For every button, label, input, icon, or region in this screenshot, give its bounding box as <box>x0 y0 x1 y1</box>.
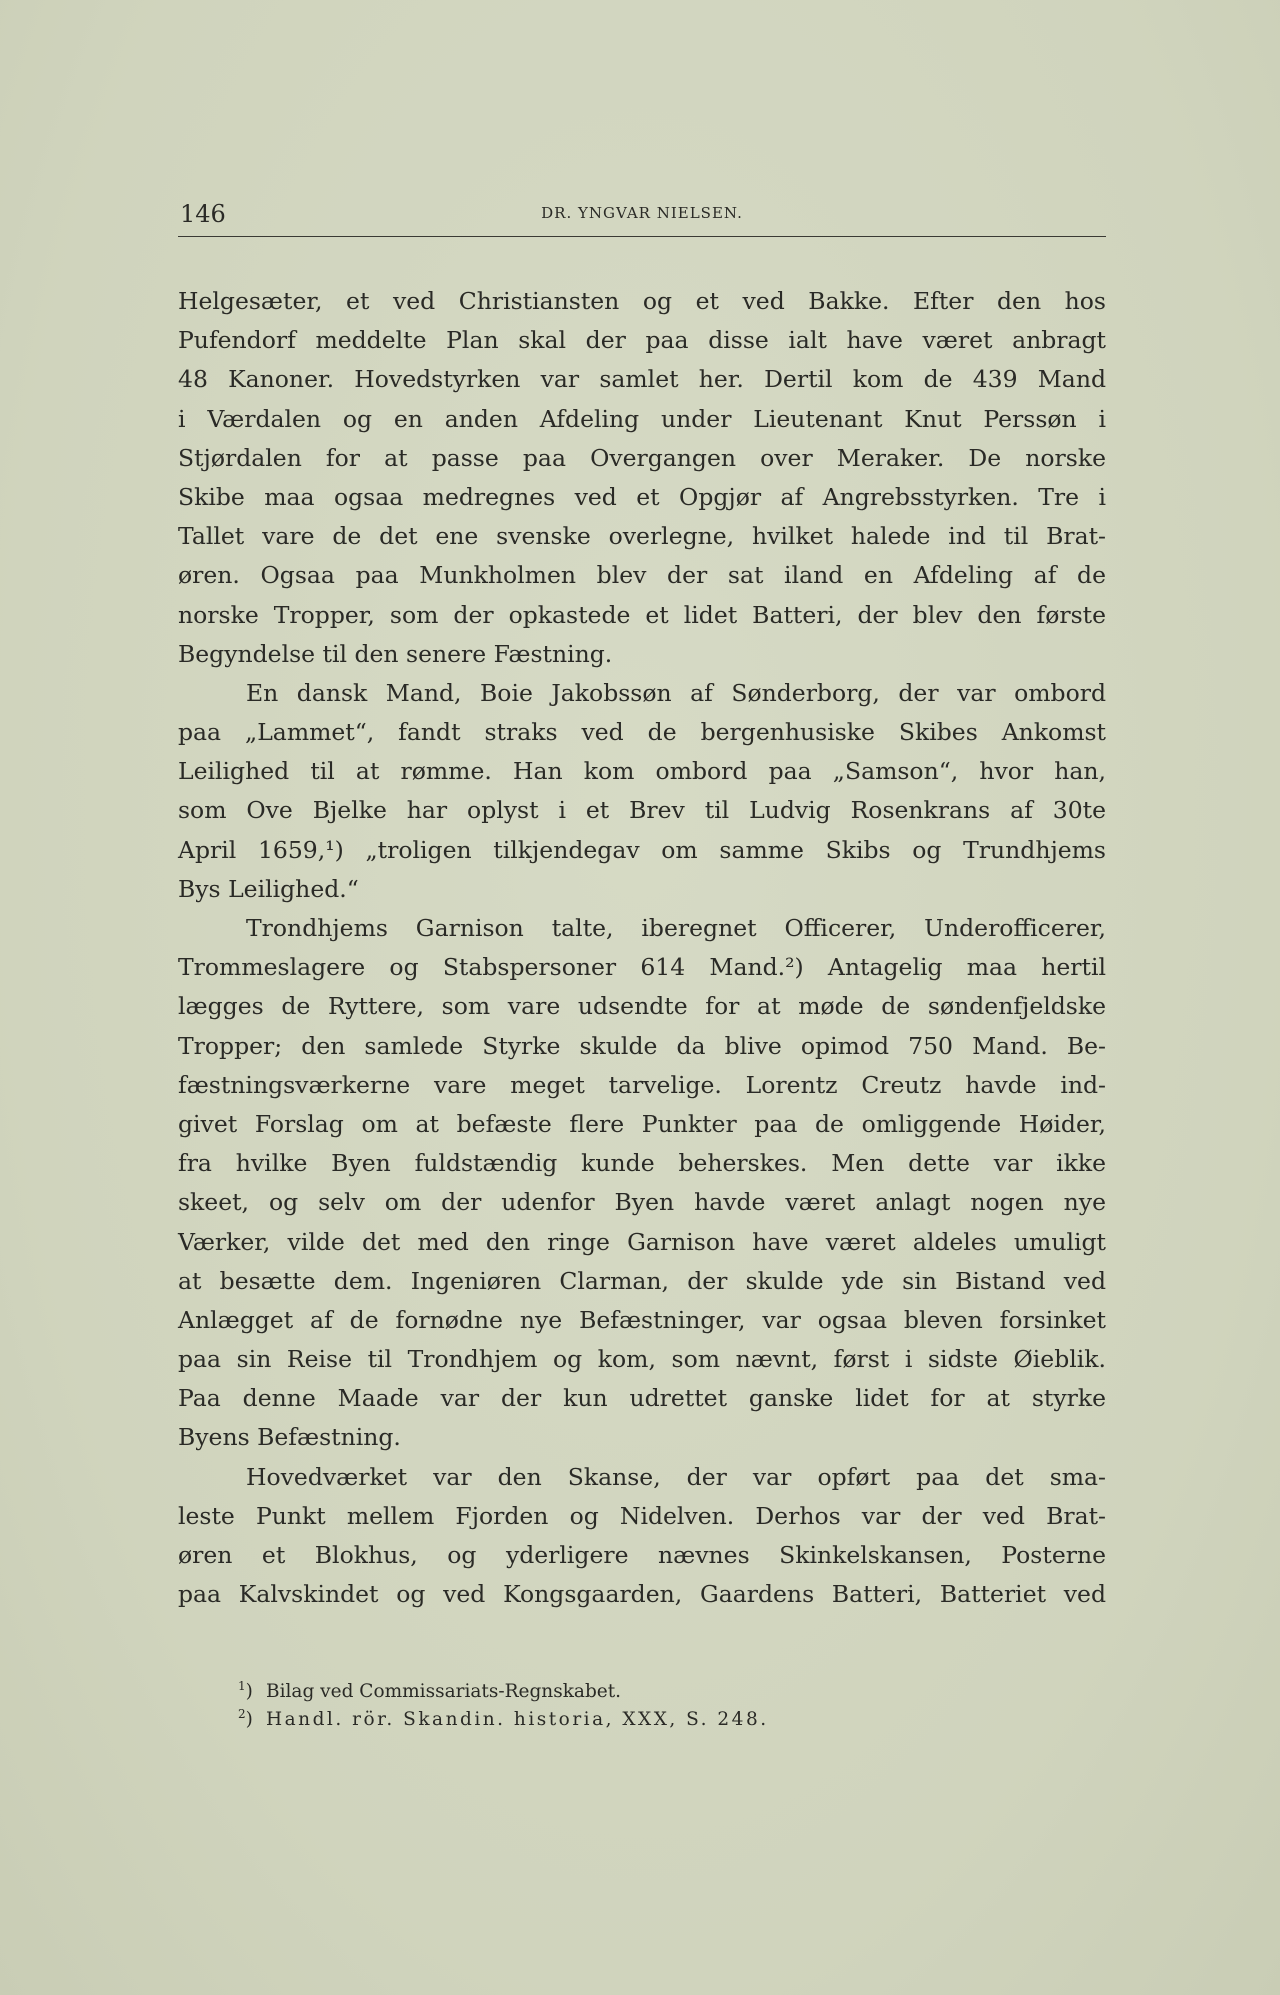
text-line: April 1659,¹) „troligen tilkjendegav om samme Skibs og Trundhjems <box>178 835 1106 864</box>
running-title: DR. YNGVAR NIELSEN. <box>541 204 743 222</box>
text-line: Anlægget af de fornødne nye Befæstninger, var ogsaa bleven forsinket <box>178 1305 1106 1334</box>
text-line: lægges de Ryttere, som vare udsendte for at møde de søndenfjeldske <box>178 992 1106 1021</box>
text-line: i Værdalen og en anden Afdeling under Lieutenant Knut Perssøn i <box>178 404 1106 433</box>
text-line: Stjørdalen for at passe paa Overgangen over Meraker. De norske <box>178 443 1106 472</box>
text-line: Tallet vare de det ene svenske overlegne, hvilket halede ind til Brat- <box>178 522 1106 551</box>
text-line: Værker, vilde det med den ringe Garnison have været aldeles umuligt <box>178 1227 1106 1256</box>
text-line: øren et Blokhus, og yderligere nævnes Skinkelskansen, Posterne <box>178 1541 1106 1569</box>
text-line: fæstningsværkerne vare meget tarvelige. Lorentz Creutz havde ind- <box>178 1070 1106 1099</box>
text-line: paa „Lammet“, fandt straks ved de bergenhusiske Skibes Ankomst <box>178 718 1106 747</box>
text-line: øren. Ogsaa paa Munkholmen blev der sat iland en Afdeling af de <box>178 561 1106 590</box>
footnote-marker: $^2$) <box>238 1707 253 1731</box>
text-line: Leilighed til at rømme. Han kom ombord paa „Samson“, hvor han, <box>178 757 1106 786</box>
text-line: som Ove Bjelke har oplyst i et Brev til Ludvig Rosenkrans af 30te <box>178 796 1106 825</box>
text-line: paa Kalvskindet og ved Kongsgaarden, Gaardens Batteri, Batteriet ved <box>178 1580 1106 1609</box>
footnote <box>238 1672 1098 1703</box>
text-line: Trommeslagere og Stabspersoner 614 Mand.²) Antagelig maa hertil <box>178 953 1106 982</box>
page-number: 146 <box>180 200 226 228</box>
body-text <box>178 282 1106 1614</box>
text-line: Paa denne Maade var der kun udrettet ganske lidet for at styrke <box>178 1384 1106 1413</box>
text-line: paa sin Reise til Trondhjem og kom, som nævnt, først i sidste Øieblik. <box>178 1345 1106 1374</box>
text-line: skeet, og selv om der udenfor Byen havde været anlagt nogen nye <box>178 1188 1106 1217</box>
text-line: norske Tropper, som der opkastede et lidet Batteri, der blev den første <box>178 600 1106 629</box>
text-line: Pufendorf meddelte Plan skal der paa disse ialt have været anbragt <box>178 326 1106 355</box>
footnote-text: Bilag ved Commissariats-Regnskabet. <box>266 1681 622 1703</box>
footnote-text: Handl. rör. Skandin. historia, XXX, S. 248. <box>266 1709 769 1731</box>
text-line: givet Forslag om at befæste flere Punkter paa de omliggende Høider, <box>178 1109 1106 1138</box>
text-line: fra hvilke Byen fuldstændig kunde beherskes. Men dette var ikke <box>178 1149 1106 1178</box>
text-line: Trondhjems Garnison talte, iberegnet Officerer, Underofficerer, <box>246 914 1106 942</box>
text-line: 48 Kanoner. Hovedstyrken var samlet her. Dertil kom de 439 Mand <box>178 365 1106 394</box>
footnote <box>238 1700 1098 1731</box>
text-line: leste Punkt mellem Fjorden og Nidelven. Derhos var der ved Brat- <box>178 1501 1106 1530</box>
text-line: Byens Befæstning. <box>178 1423 401 1452</box>
text-line: Tropper; den samlede Styrke skulde da blive opimod 750 Mand. Be- <box>178 1031 1106 1060</box>
text-line: Skibe maa ogsaa medregnes ved et Opgjør af Angrebsstyrken. Tre i <box>178 482 1106 511</box>
text-line: Helgesæter, et ved Christiansten og et ved Bakke. Efter den hos <box>178 287 1106 315</box>
text-line: Hovedværket var den Skanse, der var opført paa det sma- <box>246 1462 1106 1491</box>
text-line: Begyndelse til den senere Fæstning. <box>178 639 613 668</box>
footnote-marker: $^1$) <box>238 1679 253 1703</box>
text-line: at besætte dem. Ingeniøren Clarman, der skulde yde sin Bistand ved <box>178 1266 1106 1295</box>
page-header <box>178 196 1106 237</box>
text-line: Bys Leilighed.“ <box>178 874 359 903</box>
text-line: En dansk Mand, Boie Jakobssøn af Sønderborg, der var ombord <box>246 678 1106 707</box>
footnotes <box>238 1672 1098 1731</box>
